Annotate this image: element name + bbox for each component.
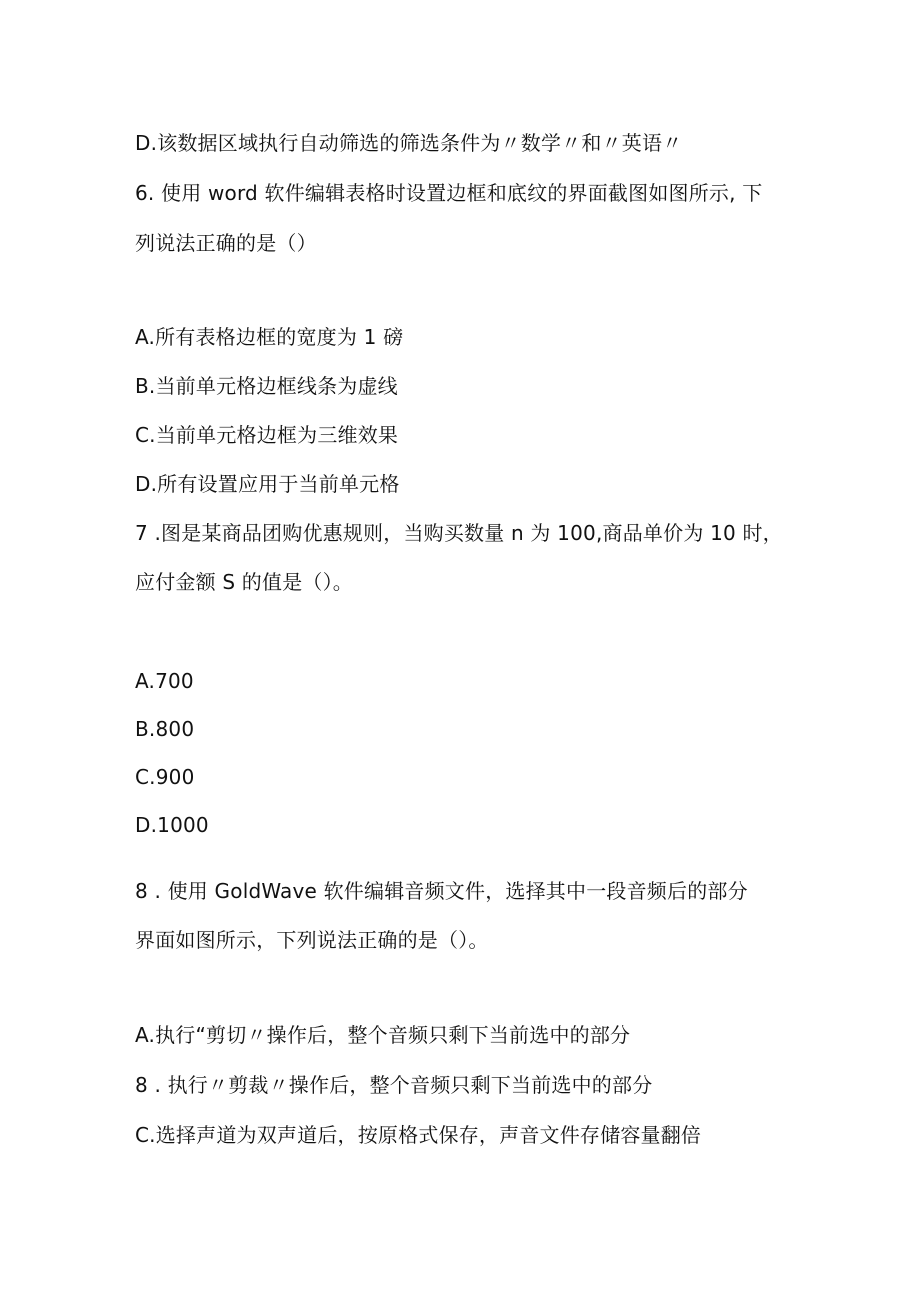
question-7-line-2: 应付金额 S 的值是（）。 — [135, 570, 354, 594]
option-6b: B.当前单元格边框线条为虚线 — [135, 374, 398, 398]
question-6-line-2: 列说法正确的是（） — [135, 231, 317, 255]
option-8c: C.选择声道为双声道后，按原格式保存，声音文件存储容量翻倍 — [135, 1123, 702, 1147]
option-8a: A.执行“剪切〃操作后，整个音频只剩下当前选中的部分 — [135, 1023, 631, 1047]
option-7b: B.800 — [135, 717, 195, 741]
option-7c: C.900 — [135, 765, 195, 789]
option-6d: D.所有设置应用于当前单元格 — [135, 472, 400, 496]
option-8b: 8 . 执行〃剪裁〃操作后，整个音频只剩下当前选中的部分 — [135, 1073, 653, 1097]
option-6a: A.所有表格边框的宽度为 1 磅 — [135, 325, 404, 349]
option-7a: A.700 — [135, 669, 194, 693]
option-6c: C.当前单元格边框为三维效果 — [135, 423, 399, 447]
question-7-line-1: 7 .图是某商品团购优惠规则，当购买数量 n 为 100,商品单价为 10 时， — [135, 521, 783, 545]
option-7d: D.1000 — [135, 813, 209, 837]
question-8-line-2: 界面如图所示，下列说法正确的是（）。 — [135, 928, 489, 952]
question-8-line-1: 8 . 使用 GoldWave 软件编辑音频文件，选择其中一段音频后的部分 — [135, 879, 748, 903]
question-6-line-1: 6. 使用 word 软件编辑表格时设置边框和底纹的界面截图如图所示, 下 — [135, 181, 763, 205]
option-5d: D.该数据区域执行自动筛选的筛选条件为〃数学〃和〃英语〃 — [135, 131, 683, 155]
